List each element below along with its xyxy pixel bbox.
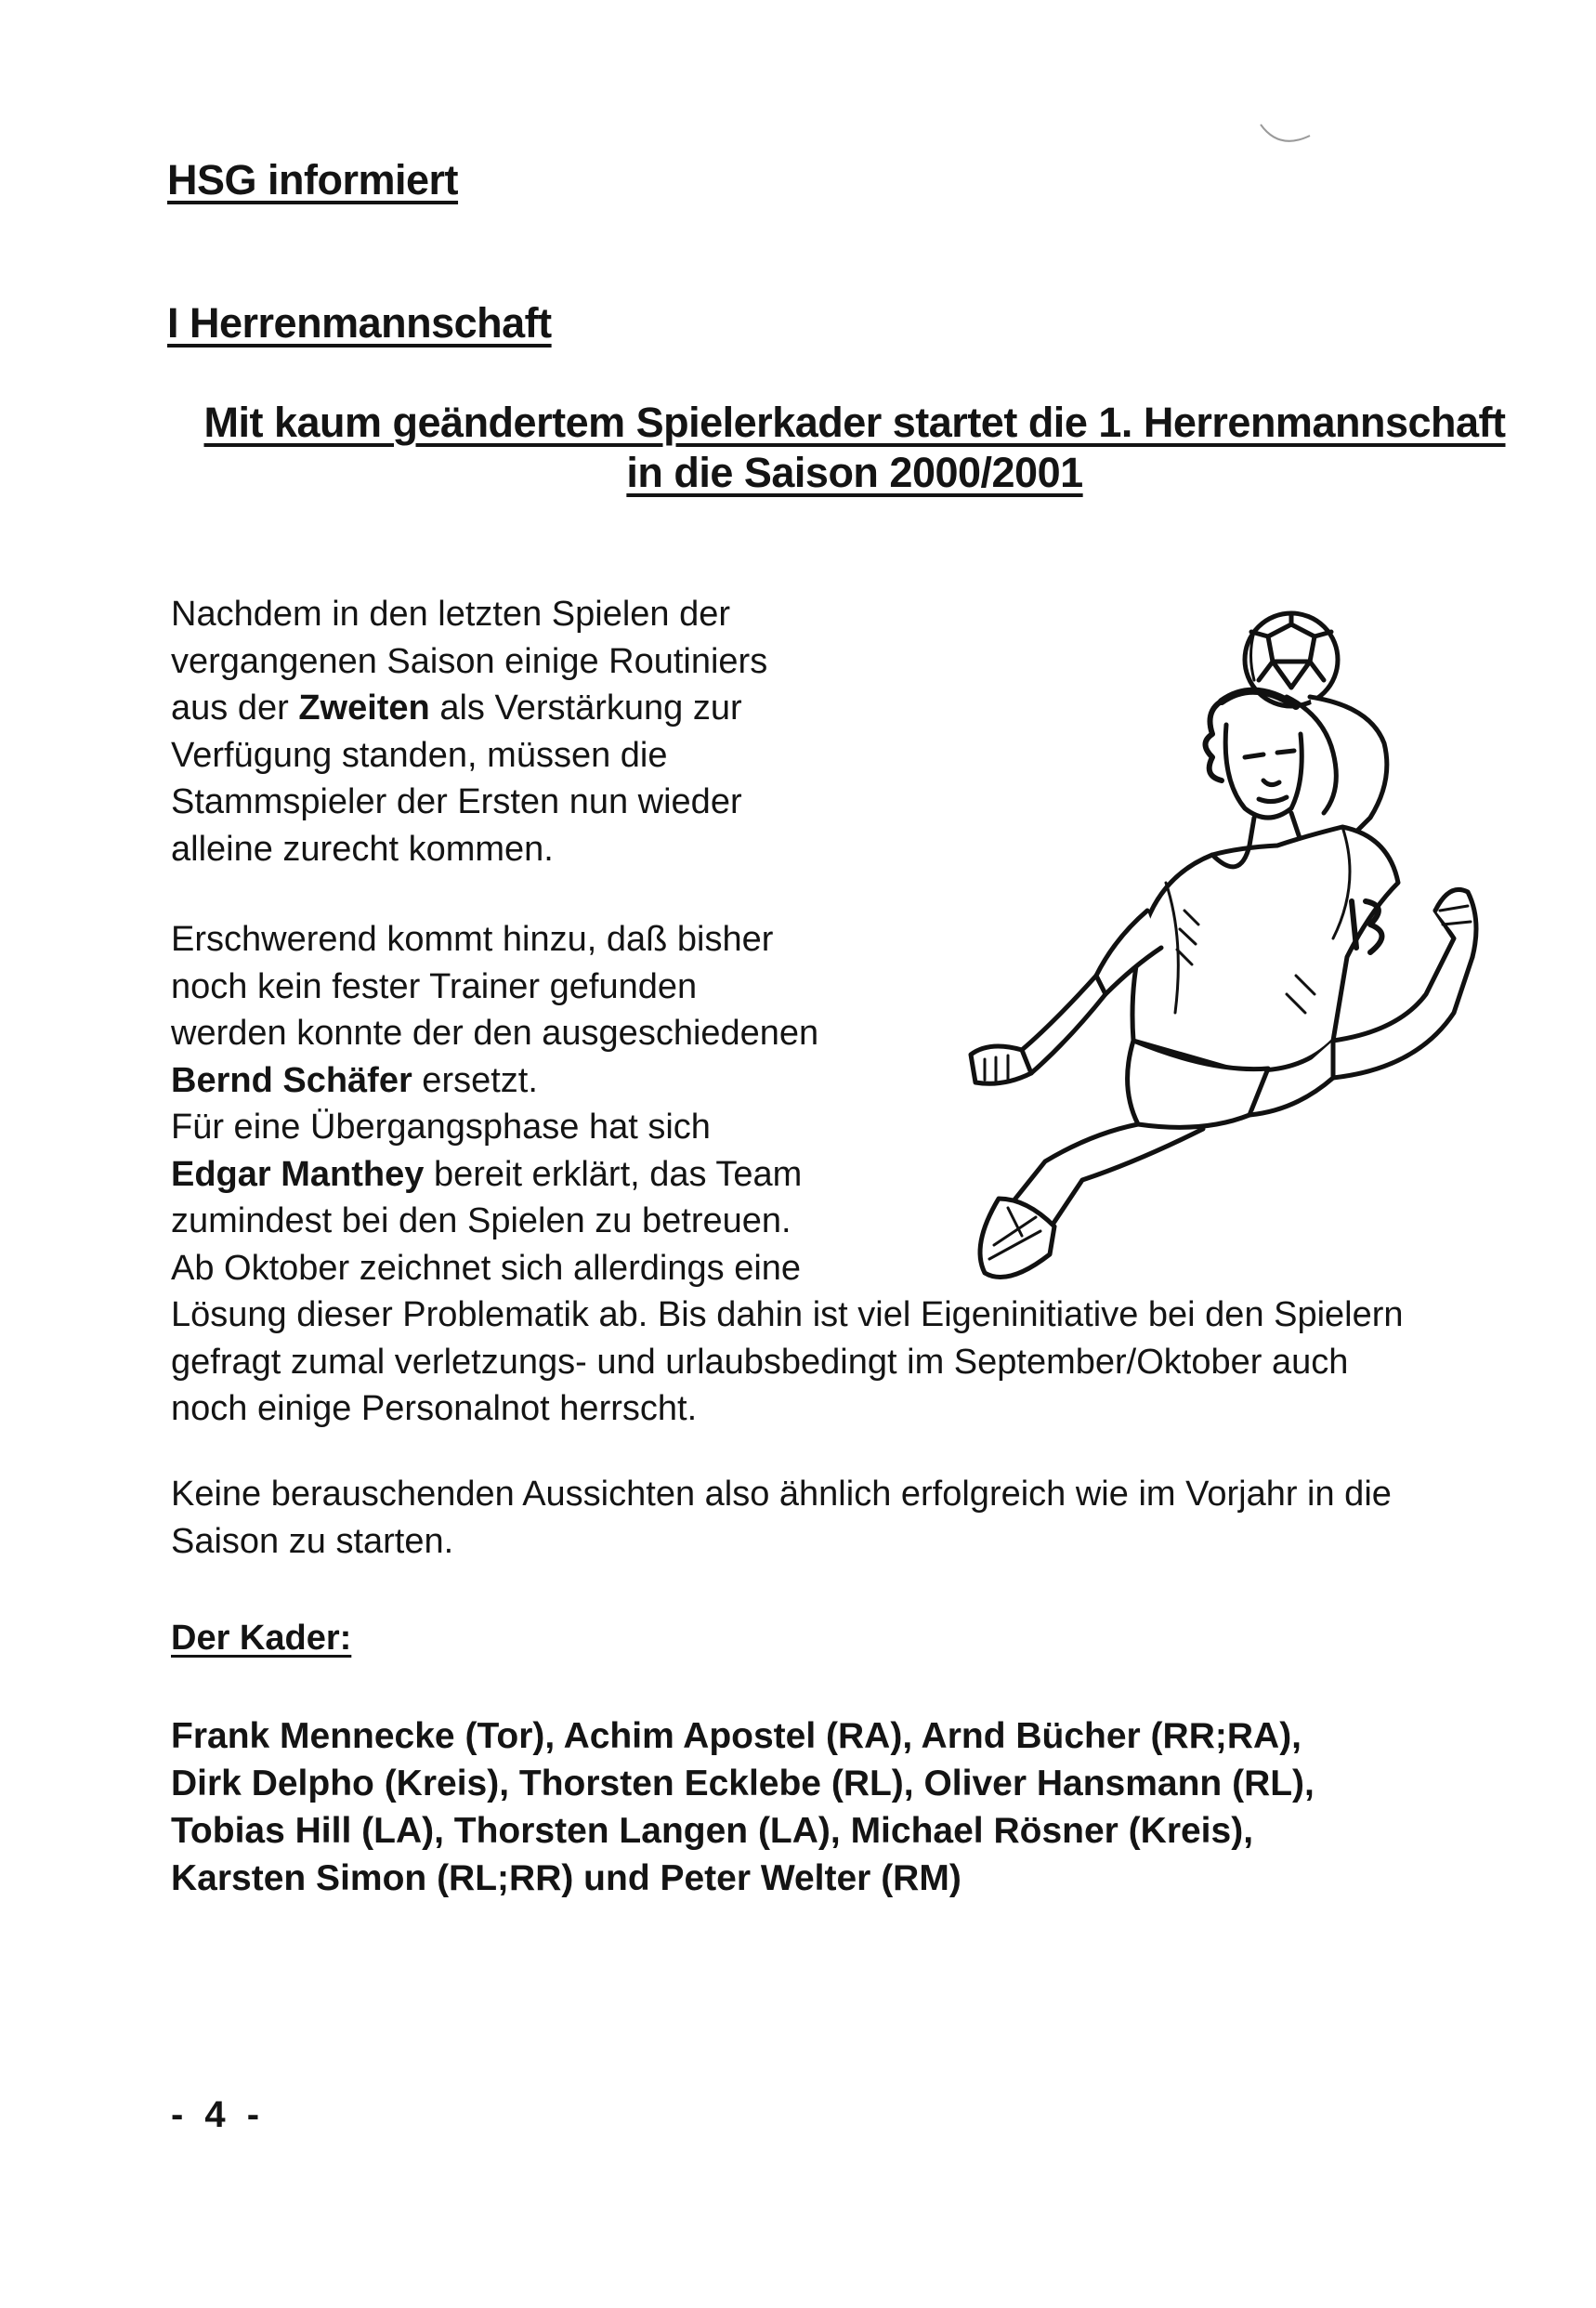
text-line: Saison zu starten. [171,1521,454,1561]
text-fragment: als Verstärkung zur [429,688,742,728]
text-fragment: aus der [171,688,299,728]
text-fragment: ersetzt. [412,1060,538,1100]
emphasis-name: Edgar Manthey [171,1154,425,1194]
text-line [171,685,767,732]
text-line: Nachdem in den letzten Spielen der [171,595,731,634]
paragraph-1 [171,591,767,872]
text-line: gefragt zumal verletzungs- und urlaubsbedingt im September/Oktober auch [171,1342,1349,1382]
text-line: zumindest bei den Spielen zu betreuen. [171,1201,791,1240]
stray-mark [1259,119,1315,156]
roster-line: Dirk Delpho (Kreis), Thorsten Ecklebe (RL), Oliver Hansmann (RL), [171,1764,1315,1803]
team-heading: I Herrenmannschaft [167,299,552,347]
roster-heading: Der Kader: [171,1619,352,1658]
roster-line: Frank Mennecke (Tor), Achim Apostel (RA), Arnd Bücher (RR;RA), [171,1716,1302,1756]
text-line: noch kein fester Trainer gefunden [171,966,698,1006]
article-title-line-1: Mit kaum geändertem Spielerkader startet die 1. Herrenmannschaft [203,399,1506,446]
text-line: Für eine Übergangsphase hat sich [171,1108,711,1147]
text-line: werden konnte der den ausgeschiedenen [171,1014,819,1053]
roster-list [171,1712,1315,1902]
text-line: Stammspieler der Ersten nun wieder [171,782,742,821]
roster-line: Karsten Simon (RL;RR) und Peter Welter (RM) [171,1858,962,1898]
text-line: Ab Oktober zeichnet sich allerdings eine [171,1248,802,1288]
roster-line: Tobias Hill (LA), Thorsten Langen (LA), Michael Rösner (Kreis), [171,1811,1254,1851]
text-line: alleine zurecht kommen. [171,829,554,869]
article-title-line-2: in die Saison 2000/2001 [626,449,1083,496]
emphasis-zweiten: Zweiten [298,688,430,728]
text-line: vergangenen Saison einige Routiniers [171,641,768,681]
text-line: Lösung dieser Problematik ab. Bis dahin ist viel Eigeninitiative bei den Spielern [171,1295,1404,1334]
article-title [158,398,1551,498]
section-heading: HSG informiert [167,156,459,203]
text-line: Verfügung standen, müssen die [171,735,668,775]
text-line: noch einige Personalnot herrscht. [171,1389,698,1428]
page-number: - 4 - [171,2094,266,2135]
paragraph-3 [171,1471,1392,1565]
text-fragment: bereit erklärt, das Team [424,1154,803,1194]
text-line: Keine berauschenden Aussichten also ähnlich erfolgreich wie im Vorjahr in die [171,1475,1392,1514]
text-line: Erschwerend kommt hinzu, daß bisher [171,920,774,959]
emphasis-name: Bernd Schäfer [171,1060,412,1100]
handball-player-illustration [934,604,1491,1292]
